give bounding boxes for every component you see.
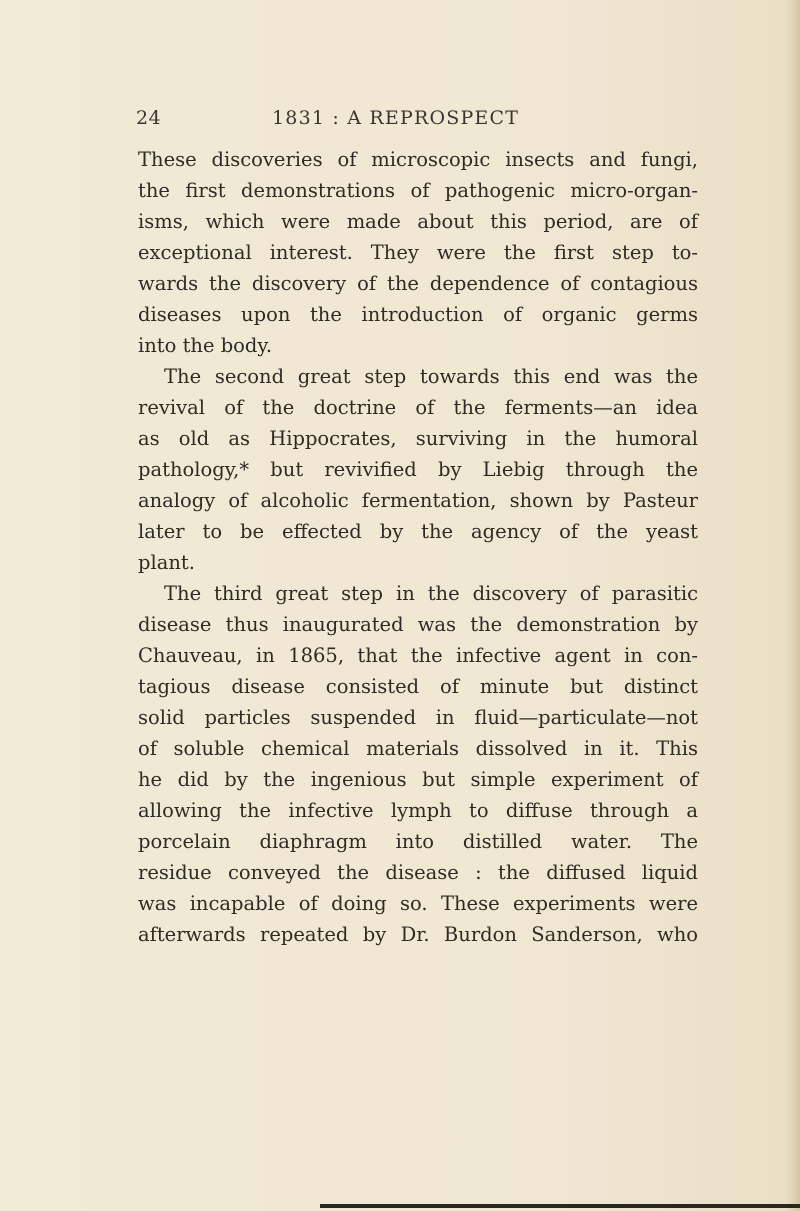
text-line: The third great step in the discovery of parasitic [164, 582, 698, 605]
text-line: pathology,* but revivified by Liebig through the [138, 458, 698, 481]
text-line: plant. [138, 551, 195, 574]
page-edge-shadow [786, 0, 800, 1211]
text-line: later to be effected by the agency of the yeast [138, 520, 698, 543]
text-line: the first demonstrations of pathogenic micro-organ- [138, 179, 698, 202]
text-line: was incapable of doing so. These experiments were [138, 892, 698, 915]
text-line: porcelain diaphragm into distilled water. The [138, 830, 698, 853]
text-line: solid particles suspended in fluid—particulate—not [138, 706, 698, 729]
text-line: into the body. [138, 334, 273, 357]
text-line: he did by the ingenious but simple experiment of [138, 768, 698, 791]
body-text [138, 144, 698, 950]
text-line: These discoveries of microscopic insects and fungi, [138, 148, 698, 171]
text-line: exceptional interest. They were the first step to- [138, 241, 698, 264]
text-line: wards the discovery of the dependence of contagious [138, 272, 698, 295]
text-line: allowing the infective lymph to diffuse through a [138, 799, 698, 822]
text-line: afterwards repeated by Dr. Burdon Sanderson, who [138, 923, 698, 946]
text-line: analogy of alcoholic fermentation, shown by Pasteur [138, 489, 698, 512]
text-line: tagious disease consisted of minute but distinct [138, 675, 698, 698]
text-line: diseases upon the introduction of organic germs [138, 303, 698, 326]
text-line: disease thus inaugurated was the demonstration by [138, 613, 698, 636]
text-line: The second great step towards this end was the [164, 365, 698, 388]
bottom-rule [320, 1204, 800, 1208]
page-number: 24 [136, 107, 162, 129]
text-line: Chauveau, in 1865, that the infective agent in con- [138, 644, 698, 667]
running-title: 1831 : A REPROSPECT [272, 107, 520, 129]
text-line: as old as Hippocrates, surviving in the humoral [138, 427, 698, 450]
text-line: of soluble chemical materials dissolved in it. This [138, 737, 698, 760]
text-line: isms, which were made about this period, are of [138, 210, 698, 233]
running-head [0, 107, 800, 135]
text-line: residue conveyed the disease : the diffused liquid [138, 861, 698, 884]
text-line: revival of the doctrine of the ferments—an idea [138, 396, 698, 419]
